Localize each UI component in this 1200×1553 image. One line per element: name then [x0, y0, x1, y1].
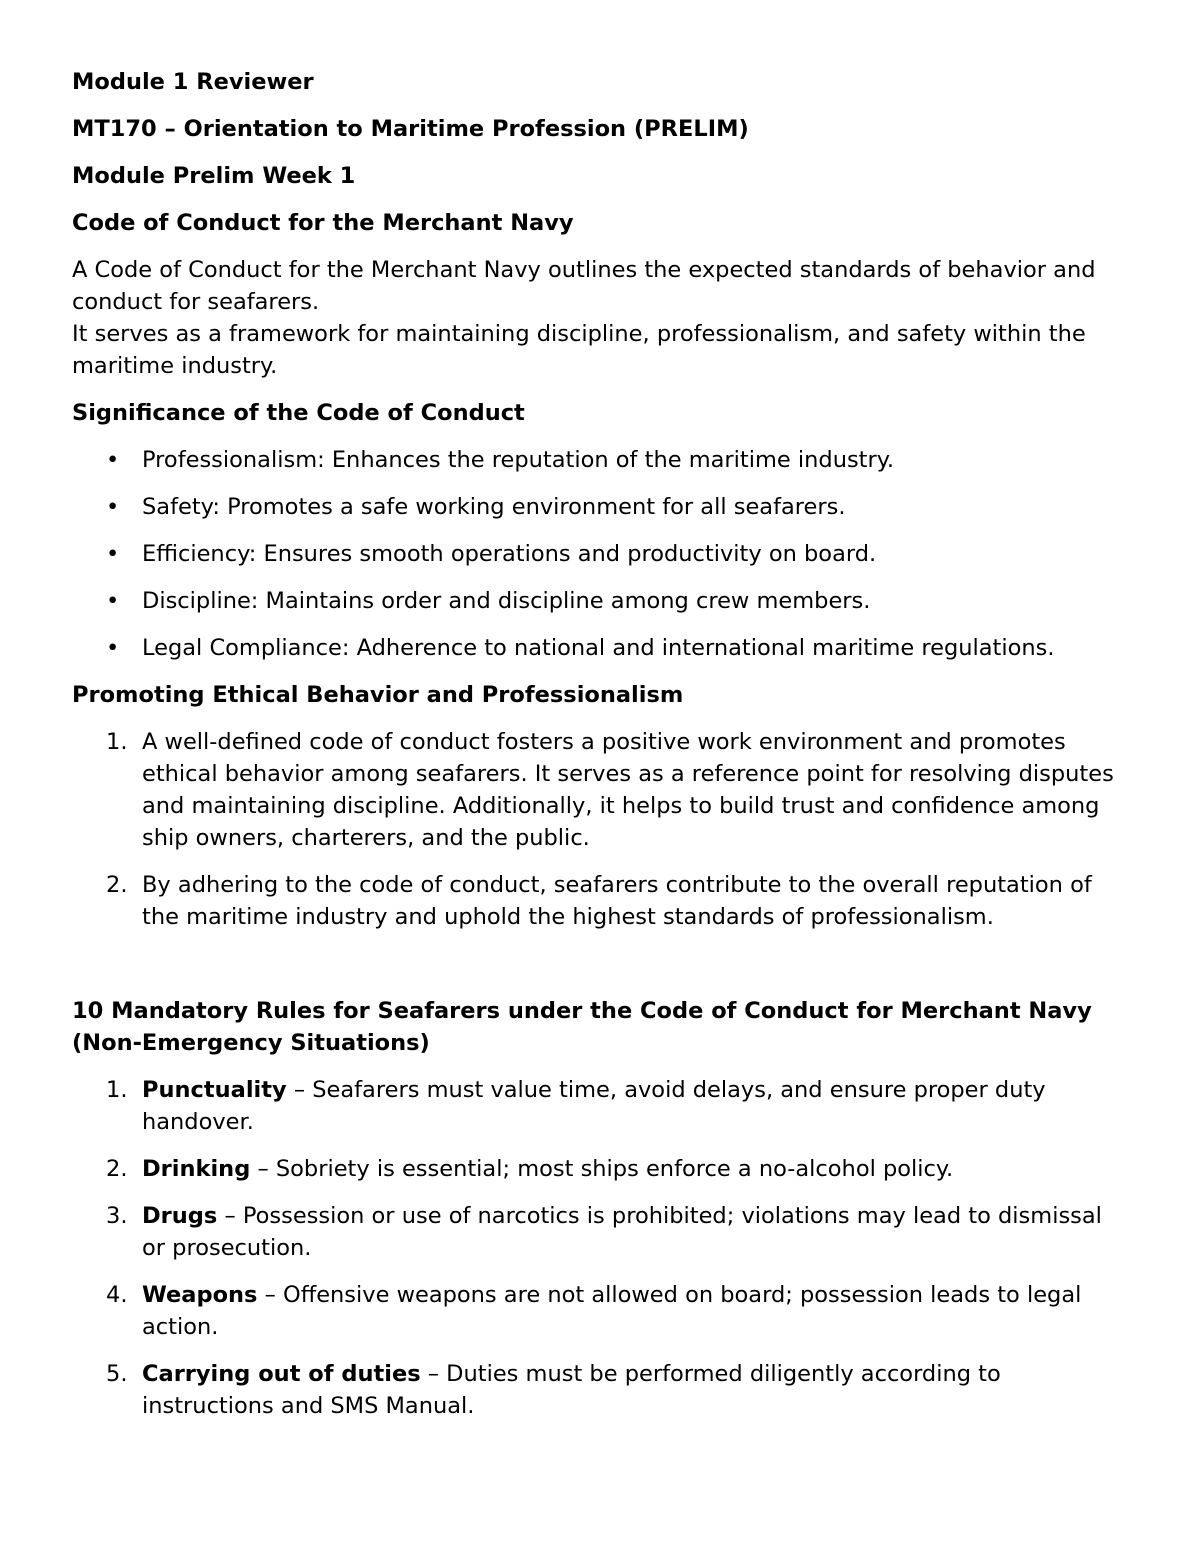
- rule-description: – Possession or use of narcotics is prohibited; violations may lead to dismissal or prosecution.: [142, 1203, 1102, 1261]
- list-item-text: A well-defined code of conduct fosters a positive work environment and promotes ethical behavior among seafarers. It serves as a reference point for resolving disputes and maintaining discipline. Additionally, it helps to build trust and confidence among ship owners, charterers, and the public.: [142, 729, 1114, 851]
- bullet: •: [106, 588, 120, 614]
- list-item-text: Professionalism: Enhances the reputation of the maritime industry.: [142, 447, 895, 473]
- list-item: [72, 726, 1132, 854]
- section-heading-code-of-conduct: Code of Conduct for the Merchant Navy: [72, 210, 574, 236]
- section-heading-significance: Significance of the Code of Conduct: [72, 400, 525, 426]
- rule-description: – Seafarers must value time, avoid delays, and ensure proper duty handover.: [142, 1077, 1046, 1135]
- bullet: •: [106, 494, 120, 520]
- list-item-text: Legal Compliance: Adherence to national and international maritime regulations.: [142, 635, 1055, 661]
- intro-line-a: A Code of Conduct for the Merchant Navy outlines the expected standards of behavior and conduct for seafarers.: [72, 257, 1096, 315]
- bullet: •: [106, 447, 120, 473]
- module-week: Module Prelim Week 1: [72, 163, 356, 189]
- rule-description: – Sobriety is essential; most ships enforce a no-alcohol policy.: [250, 1156, 954, 1182]
- rule-term: Punctuality: [142, 1077, 287, 1103]
- list-item: [72, 1153, 1132, 1185]
- rule-description: – Offensive weapons are not allowed on board; possession leads to legal action.: [142, 1282, 1082, 1340]
- course-title: MT170 – Orientation to Maritime Profession (PRELIM): [72, 116, 749, 142]
- list-number: 5.: [106, 1361, 128, 1387]
- rule-term: Weapons: [142, 1282, 258, 1308]
- list-item: [72, 444, 1132, 476]
- spacer: [72, 948, 1132, 995]
- list-item-text: Efficiency: Ensures smooth operations and productivity on board.: [142, 541, 877, 567]
- list-item: [72, 1358, 1132, 1422]
- document-page: [72, 66, 1132, 1437]
- list-item: [72, 491, 1132, 523]
- list-item: [72, 869, 1132, 933]
- section-heading-rules: 10 Mandatory Rules for Seafarers under the Code of Conduct for Merchant Navy (Non-Emergency Situations): [72, 998, 1092, 1056]
- bullet: •: [106, 635, 120, 661]
- list-item: [72, 1200, 1132, 1264]
- bullet: •: [106, 541, 120, 567]
- module-title: Module 1 Reviewer: [72, 69, 314, 95]
- list-item: [72, 1279, 1132, 1343]
- list-number: 1.: [106, 1077, 128, 1103]
- list-number: 3.: [106, 1203, 128, 1229]
- list-item: [72, 1074, 1132, 1138]
- section-heading-promoting: Promoting Ethical Behavior and Professionalism: [72, 682, 684, 708]
- rule-term: Drinking: [142, 1156, 251, 1182]
- list-number: 4.: [106, 1282, 128, 1308]
- list-item-text: By adhering to the code of conduct, seafarers contribute to the overall reputation of the maritime industry and uphold the highest standards of professionalism.: [142, 872, 1092, 930]
- list-number: 2.: [106, 872, 128, 898]
- rule-term: Carrying out of duties: [142, 1361, 421, 1387]
- rule-term: Drugs: [142, 1203, 218, 1229]
- list-item: [72, 585, 1132, 617]
- rules-list: [72, 1074, 1132, 1422]
- list-number: 1.: [106, 729, 128, 755]
- intro-line-b: It serves as a framework for maintaining discipline, professionalism, and safety within the maritime industry.: [72, 321, 1086, 379]
- list-item: [72, 538, 1132, 570]
- promoting-list: [72, 726, 1132, 933]
- significance-list: [72, 444, 1132, 664]
- rule-description: – Duties must be performed diligently according to instructions and SMS Manual.: [142, 1361, 1001, 1419]
- list-number: 2.: [106, 1156, 128, 1182]
- list-item-text: Safety: Promotes a safe working environment for all seafarers.: [142, 494, 846, 520]
- intro-paragraph: [72, 254, 1132, 382]
- list-item: [72, 632, 1132, 664]
- list-item-text: Discipline: Maintains order and discipline among crew members.: [142, 588, 871, 614]
